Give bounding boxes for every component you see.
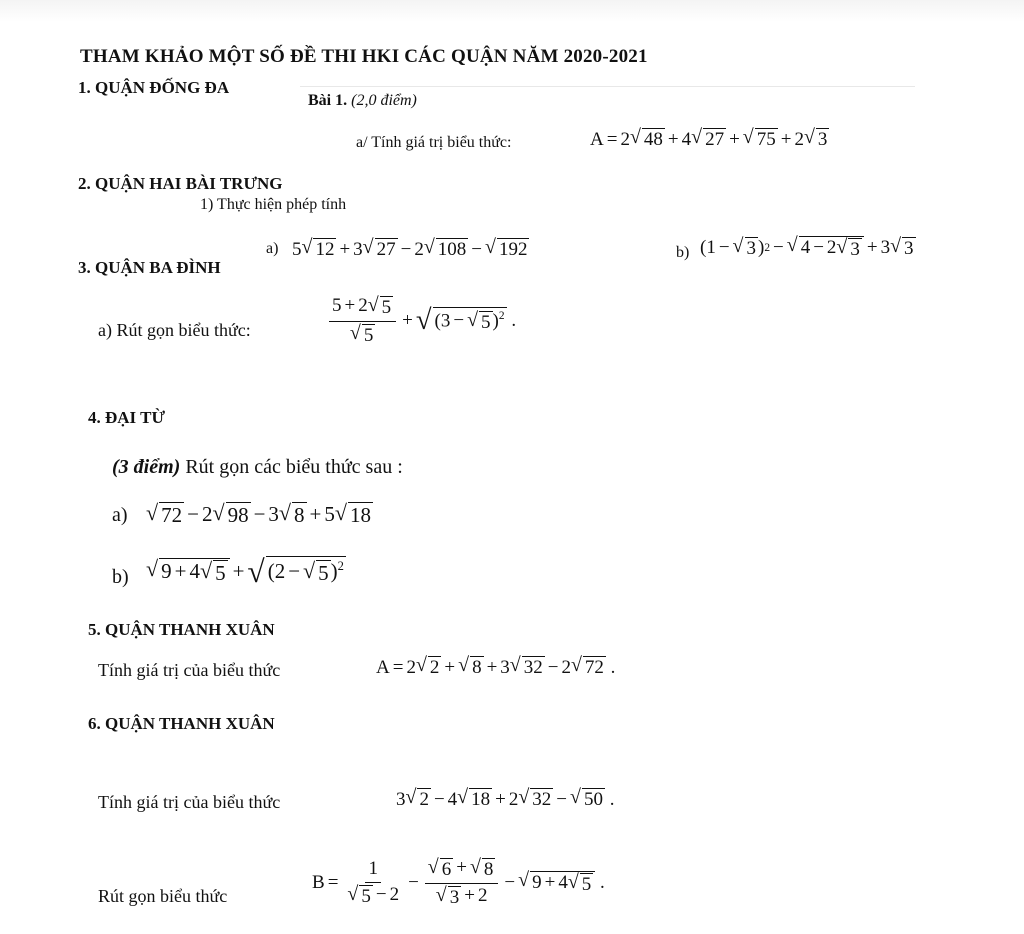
top-edge <box>0 0 1024 22</box>
page-title: THAM KHẢO MỘT SỐ ĐỀ THI HKI CÁC QUẬN NĂM 2020-2021 <box>80 46 648 67</box>
s2-b-expression: (1 − √ 3 ) 2 − √ 4 − 2 √ 3 + 3 √ 3 <box>700 234 914 260</box>
section-6-heading: 6. QUẬN THANH XUÂN <box>88 714 275 733</box>
s4-a-expression: √ 72 − 2 √ 98 − 3 √ 8 + 5 √ 18 <box>146 499 371 527</box>
s4-a-label: a) <box>112 504 128 526</box>
s6-prompt-2: Rút gọn biểu thức <box>98 886 228 906</box>
s4-prompt: Rút gọn các biểu thức sau : <box>185 456 403 478</box>
s2-a-expression: 5 √ 12 + 3 √ 27 − 2 √ 108 − √ 192 <box>292 236 528 261</box>
s3-prompt: a) Rút gọn biểu thức: <box>98 320 251 340</box>
s4-b-expression: √ 9 + 4 √ 5 + √ (2 − √ 5 )$^2$ <box>146 554 344 589</box>
section-4-heading: 4. ĐẠI TỪ <box>88 408 165 427</box>
section-1-heading: 1. QUẬN ĐỐNG ĐA <box>78 78 230 97</box>
s5-prompt: Tính giá trị của biểu thức <box>98 660 281 680</box>
s4-points: (3 điểm) <box>112 456 181 478</box>
s4-instruction <box>112 456 403 479</box>
s6-expression-1: 3 √ 2 − 4 √ 18 + 2 √ 32 − √ 50 . <box>396 786 615 811</box>
s3-expression: 5 + 2 √ 5 √ 5 + √ (3 − √ 5 )$^2$ . <box>326 296 516 347</box>
section-5-heading: 5. QUẬN THANH XUÂN <box>88 620 275 639</box>
exercise-1-label <box>308 92 417 110</box>
divider <box>300 86 915 87</box>
s2-a-label: a) <box>266 240 279 257</box>
s4-b-label: b) <box>112 566 129 588</box>
s6-prompt-1: Tính giá trị của biểu thức <box>98 792 281 812</box>
s1-prompt: a/ Tính giá trị biểu thức: <box>356 134 512 151</box>
s5-expression: A = 2 √ 2 + √ 8 + 3 √ 32 − 2 √ 72 . <box>376 654 616 679</box>
exercise-number: Bài 1. <box>308 92 348 109</box>
s6-expression-2: B = 1 √ 5 − 2 − √ 6 + √ 8 √ 3 + 2 − √ 9 + 4 √ 5 . <box>312 856 605 908</box>
s1-expression: A = 2 √ 48 + 4 √ 27 + √ 75 + 2 √ 3 <box>590 126 828 151</box>
s2-subtitle: 1) Thực hiện phép tính <box>200 196 347 213</box>
s2-b-label: b) <box>676 244 690 261</box>
exercise-points: (2,0 điểm) <box>351 92 417 109</box>
section-3-heading: 3. QUẬN BA ĐÌNH <box>78 258 221 277</box>
section-2-heading: 2. QUẬN HAI BÀI TRƯNG <box>78 174 283 193</box>
